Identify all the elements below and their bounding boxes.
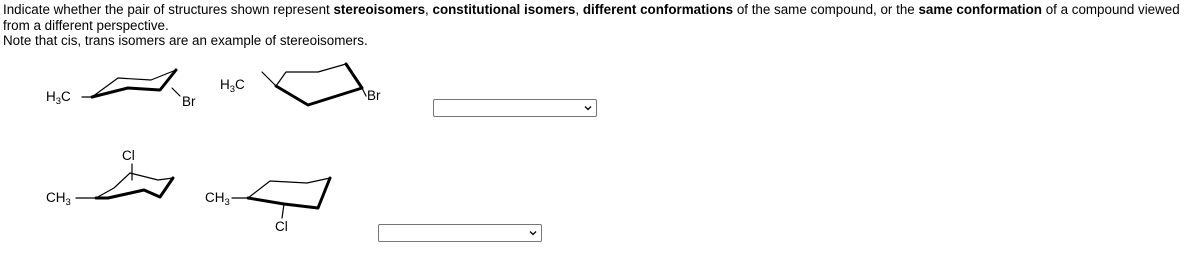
atom-label: CH	[205, 190, 225, 205]
atom-label: C	[235, 77, 245, 92]
subscript: 3	[224, 197, 230, 208]
instruction-part: of a compound viewed from a different perspective.	[3, 2, 1180, 33]
substituent-bromine: Br	[182, 94, 196, 109]
substituent-bromine: Br	[367, 88, 381, 103]
term-same-conformation: same conformation	[918, 2, 1042, 17]
chevron-down-icon	[583, 103, 593, 113]
chair-1-right	[262, 64, 366, 105]
chair-2-left	[76, 164, 173, 198]
answer-select-2[interactable]	[378, 224, 542, 242]
subscript: 3	[55, 96, 62, 107]
atom-label: CH	[46, 190, 66, 205]
chair-2-right	[232, 178, 330, 218]
substituent-methyl	[220, 77, 245, 95]
substituent-chlorine: Cl	[122, 148, 135, 163]
chair-1-left	[82, 70, 180, 97]
instruction-note: Note that cis, trans isomers are an example of stereoisomers.	[3, 33, 368, 48]
substituent-methyl	[46, 89, 71, 107]
atom-label: C	[61, 89, 71, 104]
term-stereoisomers: stereoisomers	[333, 2, 426, 17]
atom-label: H	[220, 77, 230, 92]
substituent-methyl	[46, 190, 71, 208]
term-constitutional-isomers: constitutional isomers	[432, 2, 576, 17]
instruction-part: Indicate whether the pair of structures shown represent	[3, 2, 334, 17]
separator: ,	[425, 2, 433, 17]
substituent-methyl	[205, 190, 230, 208]
subscript: 3	[229, 84, 236, 95]
answer-select-1[interactable]	[433, 99, 597, 117]
atom-label: H	[46, 89, 56, 104]
instruction-part: of the same compound, or the	[733, 2, 919, 17]
substituent-chlorine: Cl	[275, 219, 288, 234]
term-different-conformations: different conformations	[582, 2, 734, 17]
chevron-down-icon	[528, 228, 538, 238]
separator: ,	[575, 2, 583, 17]
subscript: 3	[65, 197, 71, 208]
